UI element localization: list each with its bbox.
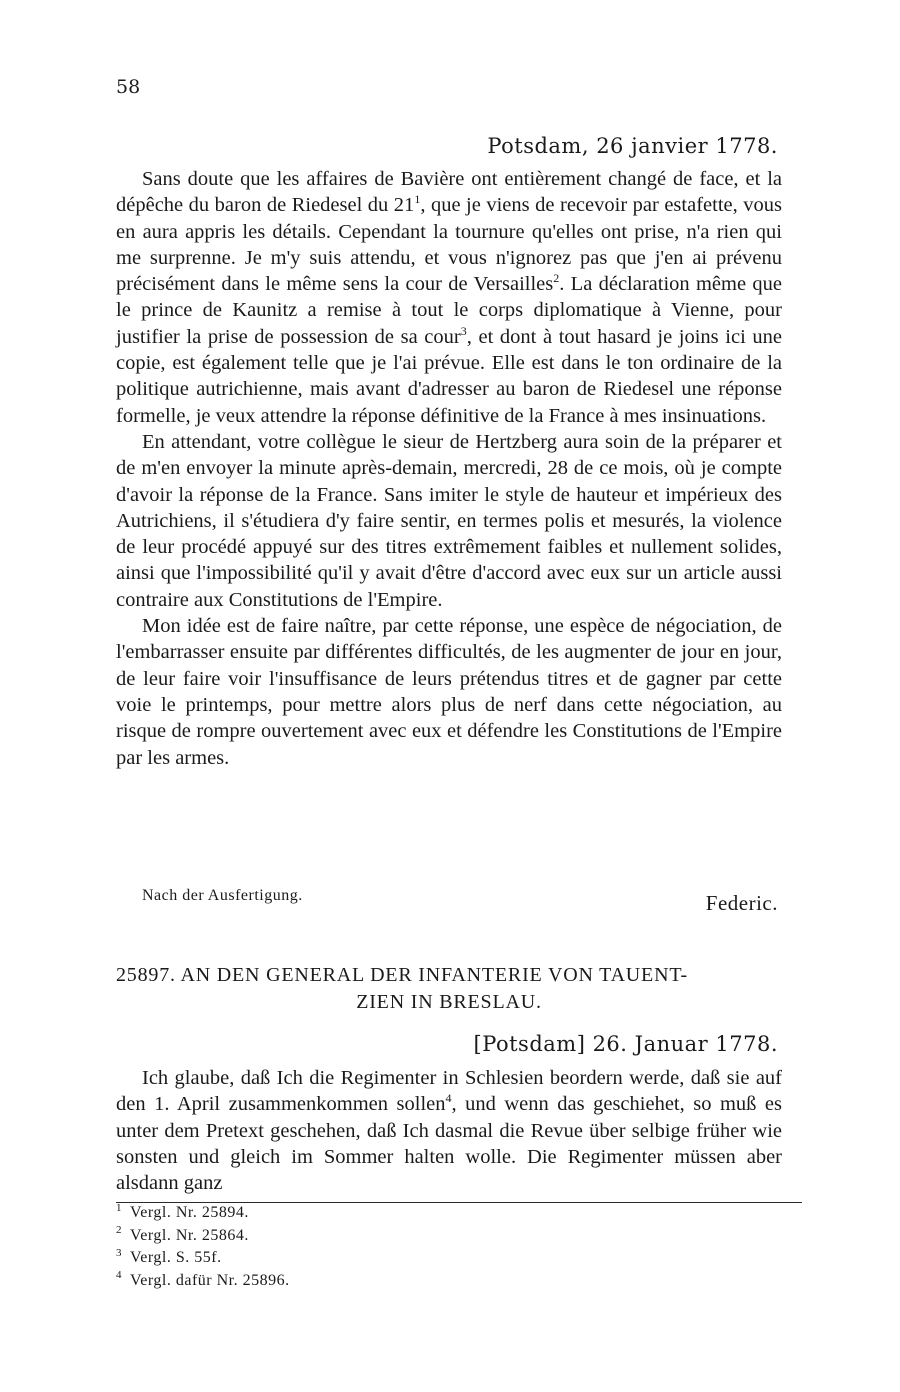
letter2-dateline: [Potsdam] 26. Januar 1778. <box>473 1032 778 1056</box>
footnote-ref-2: 2 <box>553 271 560 286</box>
letter1-dateline: Potsdam, 26 janvier 1778. <box>487 134 778 158</box>
footnote <box>116 1270 290 1293</box>
footnote-mark: 4 <box>116 1269 122 1282</box>
footnote-mark: 3 <box>116 1246 122 1259</box>
text-run: , que je viens de recevoir par estafette, vous en aura appris les détails. Cependant la tournure qu'elles ont prise, n'a rien qui me surprenne. Je m'y suis attendu, et vous n'ignorez pas que j'en ai prévenu précisément dans le même sens la cour de Versailles <box>116 194 782 296</box>
letter2-heading-line-1: 25897. AN DEN GENERAL DER INFANTERIE VON TAUENT- <box>116 964 688 986</box>
letter2-paragraph-1 <box>116 1065 782 1196</box>
signature: Federic. <box>705 891 778 915</box>
footnotes <box>116 1202 290 1292</box>
letter1-paragraph-2: En attendant, votre collègue le sieur de Hertzberg aura soin de la préparer et de m'en envoyer la minute après-demain, mercredi, 28 de ce mois, où je compte d'avoir la réponse de la France. Sans imiter le style de hauteur et impérieux des Autrichiens, il s'étudiera d'y faire sentir, en termes polis et mesurés, la violence de leur procédé appuyé sur des titres extrêmement faibles et nullement solides, ainsi que l'impossibilité qu'il y avait d'être d'accord avec eux sur un article aussi contraire aux Constitutions de l'Empire. <box>116 430 782 611</box>
footnote-ref-3: 3 <box>460 323 467 338</box>
footnote-mark: 1 <box>116 1201 122 1214</box>
footnote <box>116 1202 290 1225</box>
letter1-paragraph-1 <box>116 166 782 429</box>
footnote-text: Vergl. Nr. 25894. <box>130 1204 249 1221</box>
footnote-ref-1: 1 <box>414 192 421 207</box>
text-run: . La déclaration même que le prince de Kaunitz a remise à tout le corps diplomatique à Vienne, pour justifier la prise de possession de sa cour <box>116 273 782 348</box>
letter1-body <box>116 166 782 771</box>
text-run: Ich glaube, daß Ich die Regimenter in Schlesien beordern werde, daß sie auf den 1. April zusammenkommen sollen <box>116 1067 782 1116</box>
source-note: Nach der Ausfertigung. <box>142 887 303 904</box>
letter2-body <box>116 1065 782 1196</box>
footnote <box>116 1247 290 1270</box>
page-number: 58 <box>116 76 141 98</box>
footnote-ref-4: 4 <box>445 1091 452 1106</box>
text-run: , und wenn das geschiehet, so muß es unter dem Pretext geschehen, daß Ich dasmal die Revue über selbige früher wie sonsten und gleich im Sommer halten wolle. Die Regimenter müssen aber alsdann ganz <box>116 1093 782 1195</box>
footnote-text: Vergl. S. 55f. <box>130 1249 222 1266</box>
letter1-paragraph-3: Mon idée est de faire naître, par cette réponse, une espèce de négociation, de l'embarrasser ensuite par différentes difficultés, de les augmenter de jour en jour, de leur faire voir l'insuffisance de leurs prétendus titres et de gagner par cette voie le printemps, pour mettre alors plus de nerf dans cette négociation, au risque de rompre ouvertement avec eux et défendre les Constitutions de l'Empire par les armes. <box>116 615 782 769</box>
footnote-text: Vergl. dafür Nr. 25896. <box>130 1271 290 1289</box>
text-run: Sans doute que les affaires de Bavière ont entièrement changé de face, et la dépêche du baron de Riedesel du 21 <box>116 168 782 217</box>
footnote-text: Vergl. Nr. 25864. <box>130 1226 249 1244</box>
letter2-heading-line-2: ZIEN IN BRESLAU. <box>356 991 542 1013</box>
text-run: , et dont à tout hasard je joins ici une copie, est également telle que je l'ai prévue. Elle est dans le ton ordinaire de la politique autrichienne, mais avant d'adresser au baron de Riedesel une réponse formelle, je veux attendre la réponse définitive de la France à mes insinuations. <box>116 325 783 427</box>
footnote-mark: 2 <box>116 1224 122 1237</box>
footnote <box>116 1225 290 1248</box>
letter2-heading <box>116 962 782 1016</box>
